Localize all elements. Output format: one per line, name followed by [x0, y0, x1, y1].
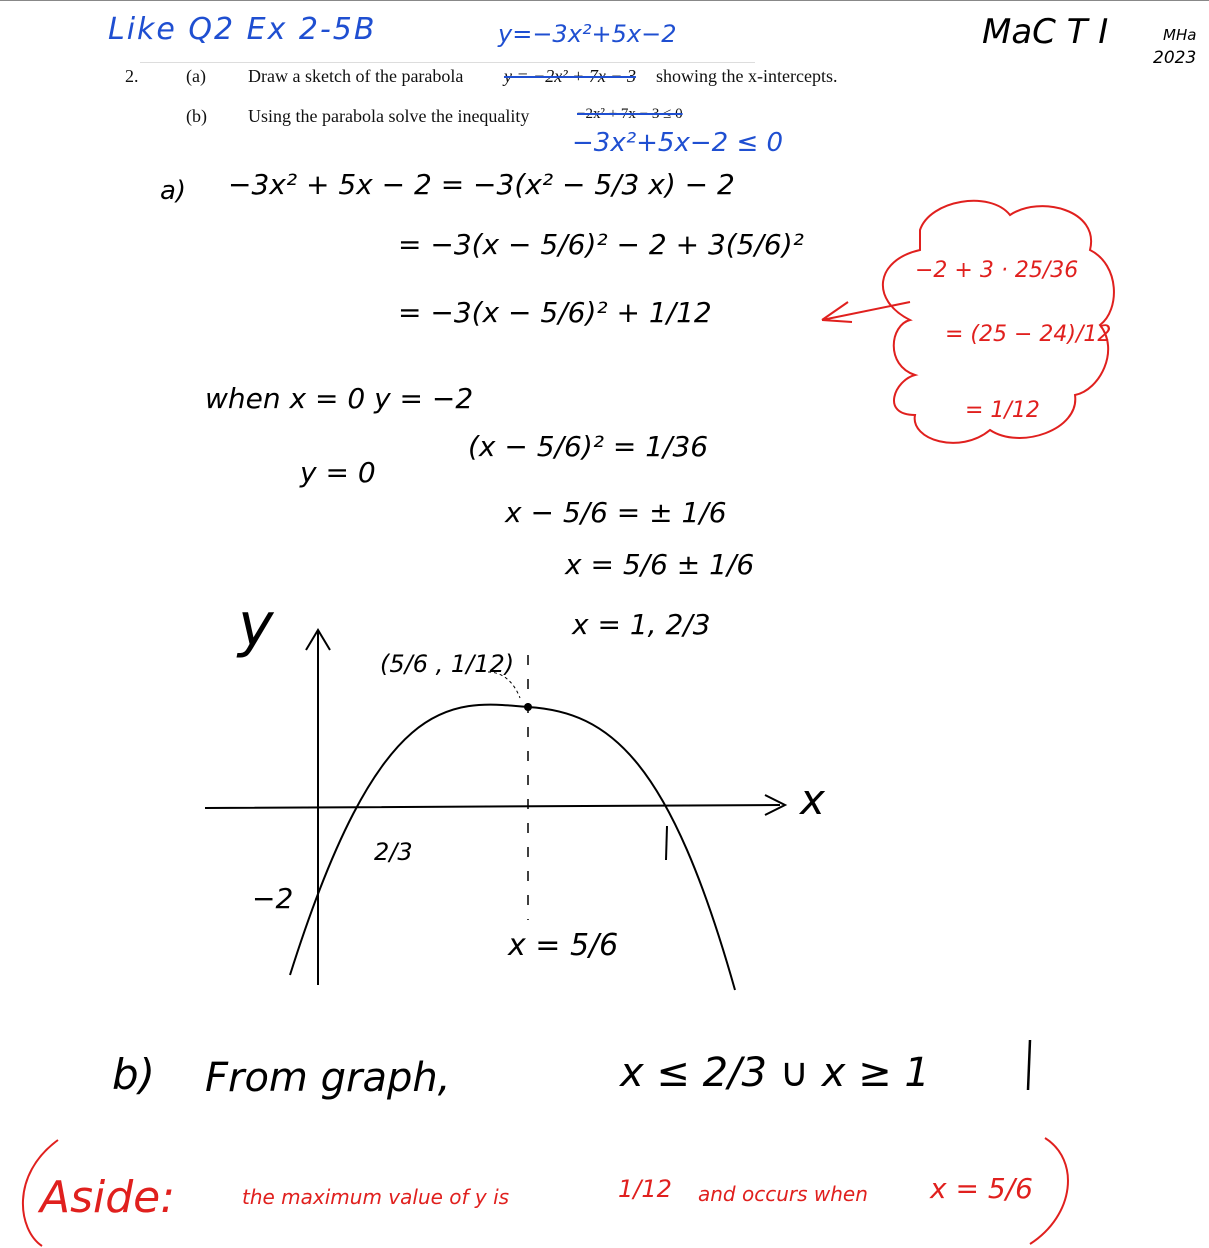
part-a-struck-equation: y = −2x² + 7x − 3 — [504, 66, 636, 86]
when-x-zero: when x = 0 y = −2 — [205, 382, 474, 415]
part-b-struck-inequality: −2x² + 7x − 3 ≤ 0 — [577, 106, 683, 122]
part-b-label-hand: b) — [112, 1050, 156, 1099]
aside-text-2: and occurs when — [698, 1182, 868, 1206]
right-title: MaC T I — [982, 12, 1109, 52]
replacement-equation: y=−3x²+5x−2 — [498, 20, 677, 48]
graph-x-label: x — [800, 775, 825, 824]
solve-step-1: (x − 5/6)² = 1/36 — [468, 430, 709, 463]
part-b-answer: x ≤ 2/3 ∪ x ≥ 1 — [620, 1050, 930, 1096]
cloud-line-1: −2 + 3 · 25/36 — [915, 258, 1079, 283]
x-intercept-label-1: 2/3 — [374, 838, 413, 866]
part-b-replacement: −3x²+5x−2 ≤ 0 — [572, 128, 784, 158]
year: 2023 — [1153, 48, 1197, 68]
question-number: 2. — [125, 66, 139, 86]
part-b-label: (b) — [186, 106, 207, 126]
y-intercept-label: −2 — [252, 882, 294, 915]
part-b-text: Using the parabola solve the inequality — [248, 106, 530, 126]
y-equals-zero: y = 0 — [300, 456, 376, 489]
solve-step-3: x = 5/6 ± 1/6 — [565, 548, 755, 581]
part-a-label: (a) — [186, 66, 206, 86]
x-axis — [205, 795, 785, 815]
part-b-text-hand: From graph, — [205, 1055, 451, 1101]
aside-text-1: the maximum value of y is — [242, 1185, 510, 1209]
working-line-1: −3x² + 5x − 2 = −3(x² − 5/3 x) − 2 — [228, 168, 735, 201]
solve-step-4: x = 1, 2/3 — [572, 608, 711, 641]
aside-right-paren — [1030, 1138, 1068, 1244]
working-line-2: = −3(x − 5/6)² − 2 + 3(5/6)² — [398, 228, 804, 261]
working-a-label: a) — [160, 176, 187, 206]
working-line-3: = −3(x − 5/6)² + 1/12 — [398, 296, 712, 329]
solve-step-2: x − 5/6 = ± 1/6 — [505, 496, 727, 529]
part-a-text-1: Draw a sketch of the parabola — [248, 66, 464, 86]
part-a-text-2: showing the x-intercepts. — [656, 66, 838, 86]
signature: MHa — [1163, 26, 1197, 44]
aside-label: Aside: — [40, 1172, 176, 1223]
aside-condition: x = 5/6 — [930, 1172, 1033, 1205]
cloud-line-3: = 1/12 — [965, 398, 1040, 423]
aside-value: 1/12 — [618, 1175, 672, 1203]
part-b-one-bar — [1028, 1040, 1030, 1090]
vertex-label: (5/6 , 1/12) — [380, 650, 515, 678]
cloud-line-2: = (25 − 24)/12 — [945, 322, 1112, 347]
x-intercept-tick — [666, 826, 667, 860]
graph-y-label: y — [238, 590, 274, 660]
axis-of-symmetry-label: x = 5/6 — [508, 928, 619, 963]
left-title: Like Q2 Ex 2-5B — [108, 12, 377, 47]
